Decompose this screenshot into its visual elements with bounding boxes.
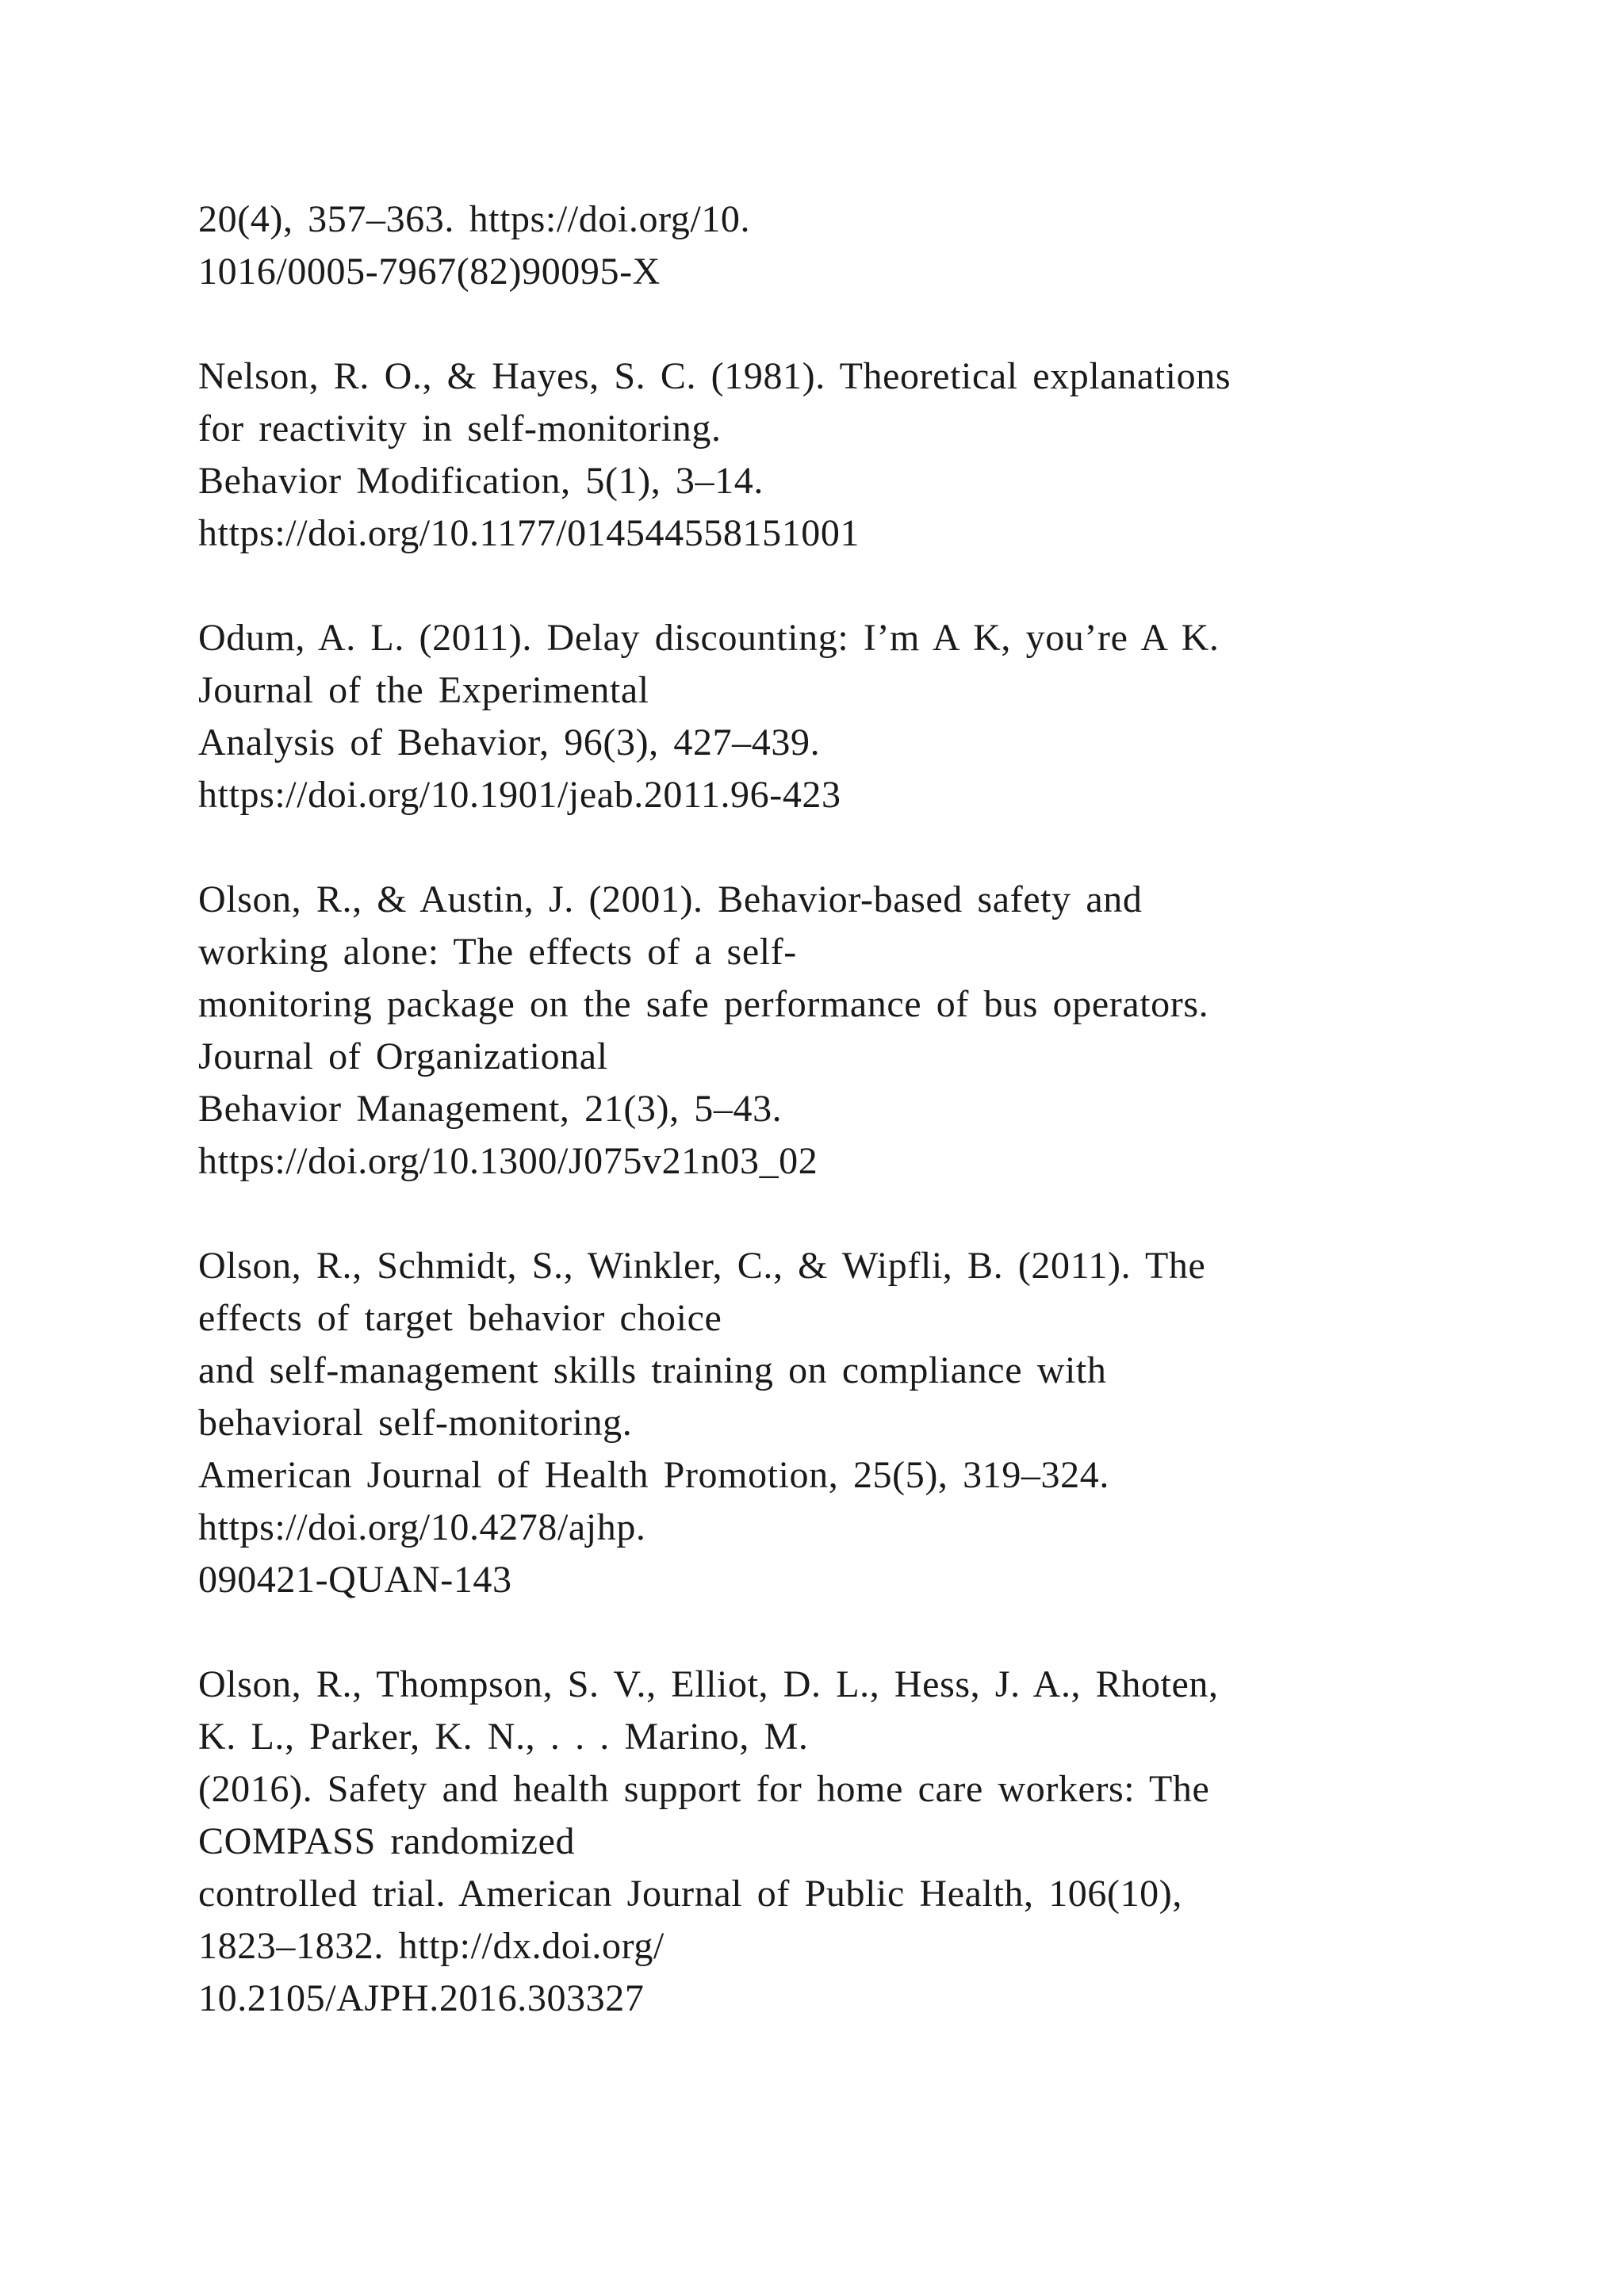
reference-line: Behavior Management, 21(3), 5–43. (198, 1088, 783, 1130)
reference-line: 090421-QUAN-143 (198, 1559, 512, 1601)
reference-line: 1823–1832. http://dx.doi.org/ (198, 1925, 665, 1967)
reference-line: Analysis of Behavior, 96(3), 427–439. (198, 721, 821, 763)
reference-line: American Journal of Health Promotion, 25(5), 319–324. (198, 1454, 1109, 1496)
reference-line: behavioral self-monitoring. (198, 1402, 633, 1444)
reference-line: 1016/0005-7967(82)90095-X (198, 251, 661, 293)
reference-line: K. L., Parker, K. N., . . . Marino, M. (198, 1716, 809, 1758)
reference-line: COMPASS randomized (198, 1820, 576, 1862)
reference-line: 10.2105/AJPH.2016.303327 (198, 1977, 645, 2019)
reference-entry (198, 193, 1483, 298)
reference-entry (198, 1240, 1483, 1606)
reference-line: Journal of Organizational (198, 1035, 608, 1077)
reference-entry (198, 874, 1483, 1188)
reference-line: for reactivity in self-monitoring. (198, 408, 722, 450)
reference-line: Olson, R., Schmidt, S., Winkler, C., & Wipfli, B. (2011). The (198, 1245, 1206, 1287)
reference-line: 20(4), 357–363. https://doi.org/10. (198, 198, 751, 240)
reference-line: and self-management skills training on compliance with (198, 1349, 1107, 1391)
reference-entry (198, 612, 1483, 821)
reference-line: https://doi.org/10.1177/014544558151001 (198, 512, 860, 554)
reference-line: working alone: The effects of a self- (198, 931, 797, 973)
reference-line: https://doi.org/10.1300/J075v21n03_02 (198, 1140, 818, 1182)
reference-line: monitoring package on the safe performance of bus operators. (198, 983, 1209, 1025)
reference-line: Olson, R., Thompson, S. V., Elliot, D. L., Hess, J. A., Rhoten, (198, 1663, 1219, 1705)
reference-line: https://doi.org/10.1901/jeab.2011.96-423 (198, 774, 841, 816)
reference-line: https://doi.org/10.4278/ajhp. (198, 1506, 646, 1548)
reference-line: effects of target behavior choice (198, 1297, 722, 1339)
reference-entry (198, 350, 1483, 560)
reference-list (198, 193, 1483, 2077)
reference-entry (198, 1659, 1483, 2025)
reference-line: Olson, R., & Austin, J. (2001). Behavior-based safety and (198, 878, 1143, 920)
reference-line: Journal of the Experimental (198, 669, 649, 711)
reference-line: Odum, A. L. (2011). Delay discounting: I’m A K, you’re A K. (198, 617, 1220, 659)
reference-line: Behavior Modification, 5(1), 3–14. (198, 460, 764, 502)
reference-line: (2016). Safety and health support for home care workers: The (198, 1768, 1210, 1810)
reference-line: controlled trial. American Journal of Public Health, 106(10), (198, 1873, 1182, 1915)
reference-line: Nelson, R. O., & Hayes, S. C. (1981). Theoretical explanations (198, 355, 1231, 397)
